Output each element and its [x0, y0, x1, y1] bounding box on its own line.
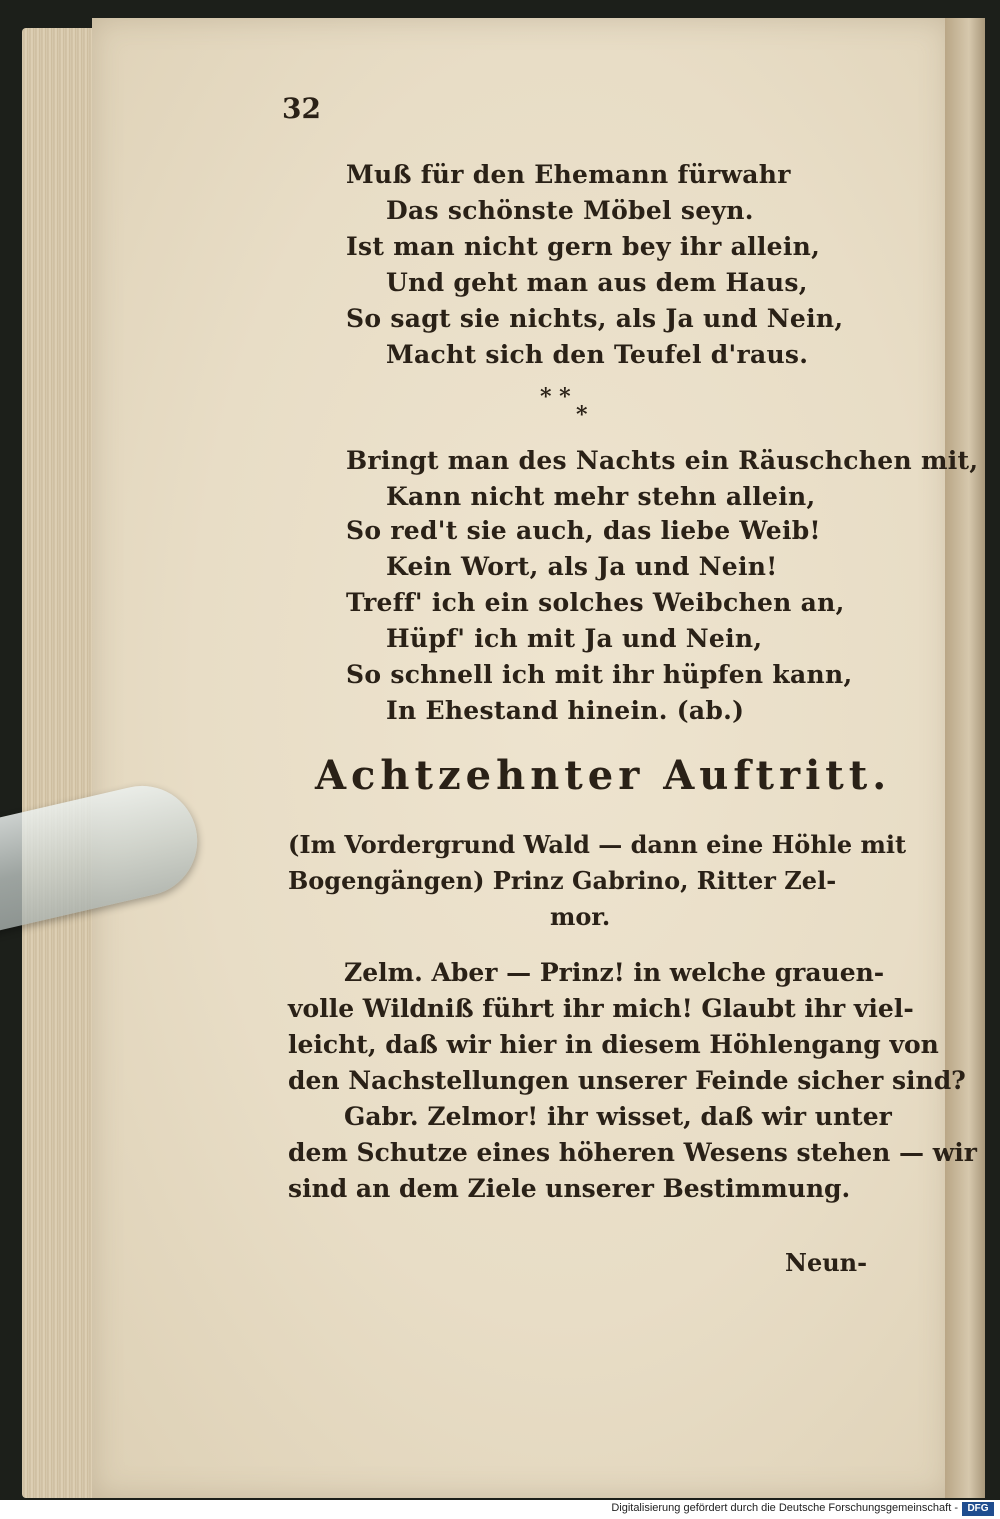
dfg-logo-icon: DFG — [962, 1502, 994, 1516]
dialogue-line: sind an dem Ziele unserer Bestimmung. — [288, 1174, 851, 1203]
verse-line: In Ehestand hinein. (ab.) — [386, 696, 745, 725]
verse-line: Das schönste Möbel seyn. — [386, 196, 754, 225]
verse-line: Muß für den Ehemann fürwahr — [346, 160, 791, 189]
scene-heading: Achtzehnter Auftritt. — [315, 752, 892, 799]
verse-line: Bringt man des Nachts ein Räuschchen mit, — [346, 446, 979, 475]
separator-star-bottom: * — [576, 402, 588, 428]
verse-line: Macht sich den Teufel d'raus. — [386, 340, 809, 369]
verse-line: So sagt sie nichts, als Ja und Nein, — [346, 304, 844, 333]
footer-credit: Digitalisierung gefördert durch die Deutsche Forschungsgemeinschaft - — [611, 1502, 958, 1514]
stage-direction-line: Bogengängen) Prinz Gabrino, Ritter Zel- — [288, 866, 837, 895]
stage-direction-line: (Im Vordergrund Wald — dann eine Höhle mit — [288, 830, 907, 859]
dialogue-line: volle Wildniß führt ihr mich! Glaubt ihr viel- — [288, 994, 914, 1023]
verse-line: So schnell ich mit ihr hüpfen kann, — [346, 660, 853, 689]
verse-line: Treff' ich ein solches Weibchen an, — [346, 588, 845, 617]
verse-line: Kann nicht mehr stehn allein, — [386, 482, 816, 511]
page-number: 32 — [282, 92, 321, 125]
stage-direction-line: mor. — [550, 902, 611, 931]
verse-line: Hüpf' ich mit Ja und Nein, — [386, 624, 763, 653]
verse-line: Ist man nicht gern bey ihr allein, — [346, 232, 821, 261]
verse-line: Und geht man aus dem Haus, — [386, 268, 808, 297]
verse-line: So red't sie auch, das liebe Weib! — [346, 516, 821, 545]
verse-line: Kein Wort, als Ja und Nein! — [386, 552, 778, 581]
dialogue-line: dem Schutze eines höheren Wesens stehen — wir — [288, 1138, 977, 1167]
dialogue-line: leicht, daß wir hier in diesem Höhlengang von — [288, 1030, 939, 1059]
dialogue-line: Zelm. Aber — Prinz! in welche grauen- — [344, 958, 885, 987]
dialogue-line: den Nachstellungen unserer Feinde sicher sind? — [288, 1066, 966, 1095]
book-gutter — [945, 18, 985, 1498]
dialogue-line: Gabr. Zelmor! ihr wisset, daß wir unter — [344, 1102, 892, 1131]
catchword: Neun- — [785, 1248, 868, 1277]
separator-stars-top: * * — [540, 384, 571, 410]
